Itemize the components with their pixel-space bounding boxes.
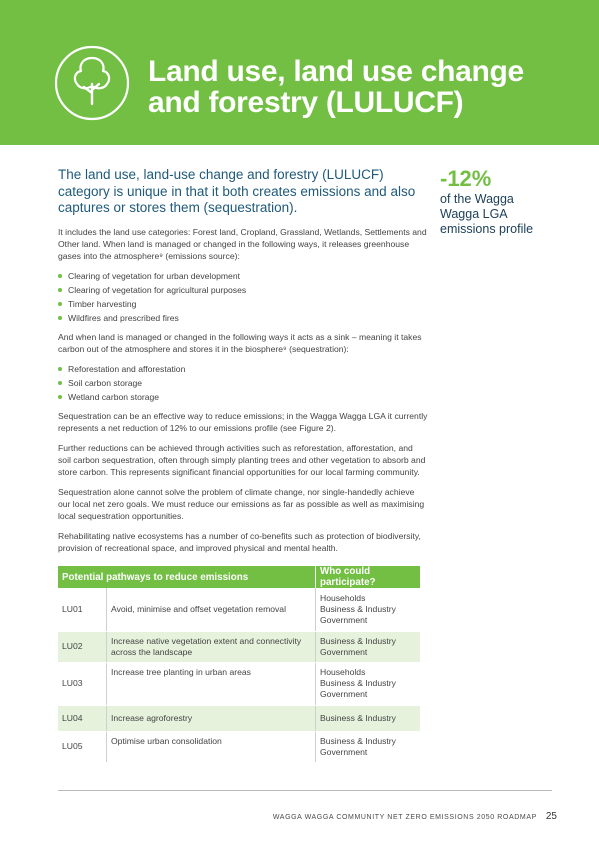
participant: Business & Industry	[320, 678, 396, 688]
row-participants	[316, 631, 421, 662]
participant: Business & Industry	[320, 603, 396, 614]
row-code: LU03	[58, 662, 107, 705]
list-item: Soil carbon storage	[58, 377, 428, 389]
row-participants	[316, 705, 421, 731]
table-row	[58, 588, 420, 631]
side-callout	[440, 166, 560, 237]
paragraph-5: Sequestration alone cannot solve the problem of climate change, nor single-handedly achieve our local net zero goals. We must reduce our emissions as far as possible as well as maximising local sequestration opportunities.	[58, 486, 425, 521]
list-item: Wetland carbon storage	[58, 391, 428, 403]
participant: Business & Industry	[320, 712, 396, 723]
participant: Business & Industry	[320, 735, 396, 746]
row-code: LU04	[58, 705, 107, 731]
row-code: LU05	[58, 731, 107, 762]
list-item: Clearing of vegetation for urban development	[58, 270, 428, 282]
pathways-table	[58, 566, 420, 763]
tree-icon	[53, 44, 131, 122]
paragraph-1: It includes the land use categories: Forest land, Cropland, Grassland, Wetlands, Settlements and Other land. When land is managed or changed in the following ways, it releases greenhouse gases into the atmosphere⁹ (emissions source):	[58, 226, 427, 261]
paragraph-6: Rehabilitating native ecosystems has a number of co-benefits such as protection of biodiversity, provision of recreational space, and improved physical and mental health.	[58, 530, 421, 553]
emissions-stat: -12%	[440, 166, 492, 191]
paragraph-2: And when land is managed or changed in the following ways it acts as a sink – meaning it takes carbon out of the atmosphere and stores it in the biosphere⁹ (sequestration):	[58, 331, 422, 354]
participant: Households	[320, 667, 366, 677]
participant: Government	[320, 746, 368, 757]
row-code: LU02	[58, 631, 107, 662]
list-item: Wildfires and prescribed fires	[58, 312, 428, 324]
title-banner	[0, 0, 599, 145]
header-participants: Who could participate?	[316, 566, 421, 588]
list-item: Clearing of vegetation for agricultural purposes	[58, 284, 428, 296]
emissions-source-list	[58, 270, 428, 324]
row-participants	[316, 588, 421, 631]
emissions-stat-caption: of the Wagga Wagga LGA emissions profile	[440, 192, 534, 236]
participant: Households	[320, 592, 366, 603]
participant: Government	[320, 689, 368, 699]
title-line-1: Land use, land use change	[148, 55, 524, 88]
table-row	[58, 731, 420, 762]
header-pathways: Potential pathways to reduce emissions	[58, 566, 316, 588]
sequestration-list	[58, 363, 428, 403]
row-pathway: Increase agroforestry	[107, 705, 316, 731]
paragraph-3: Sequestration can be an effective way to reduce emissions; in the Wagga Wagga LGA it currently represents a net reduction of 12% to our emissions profile (see Figure 2).	[58, 410, 428, 433]
list-item: Reforestation and afforestation	[58, 363, 428, 375]
intro-text: The land use, land-use change and forestry (LULUCF) category is unique in that it both creates emissions and also captures or stores them (sequestration).	[58, 167, 416, 215]
paragraph-4: Further reductions can be achieved through activities such as reforestation, afforestation, and soil carbon sequestration, often through simply planting trees and other vegetation to absorb and store carbon. This represents significant financial opportunities for our local farming community.	[58, 442, 426, 477]
footer	[273, 811, 557, 822]
page-number: 25	[545, 811, 557, 822]
footer-divider	[58, 790, 552, 791]
participant: Business & Industry	[320, 635, 396, 646]
row-pathway: Avoid, minimise and offset vegetation removal	[107, 588, 316, 631]
row-code: LU01	[58, 588, 107, 631]
title-line-2: and forestry (LULUCF)	[148, 86, 464, 119]
table-row	[58, 631, 420, 662]
participant: Government	[320, 646, 368, 657]
footer-title: WAGGA WAGGA COMMUNITY NET ZERO EMISSIONS 2050 ROADMAP	[272, 814, 537, 821]
row-participants	[316, 662, 421, 705]
list-item: Timber harvesting	[58, 298, 428, 310]
table-row	[58, 705, 420, 731]
participant: Government	[320, 614, 368, 625]
page-title	[148, 56, 568, 118]
row-participants	[316, 731, 421, 762]
row-pathway: Increase native vegetation extent and connectivity across the landscape	[107, 631, 316, 662]
row-pathway: Optimise urban consolidation	[107, 731, 316, 762]
table-row	[58, 662, 420, 705]
table-header-row	[58, 566, 420, 588]
row-pathway: Increase tree planting in urban areas	[107, 662, 316, 705]
main-content	[58, 167, 428, 562]
